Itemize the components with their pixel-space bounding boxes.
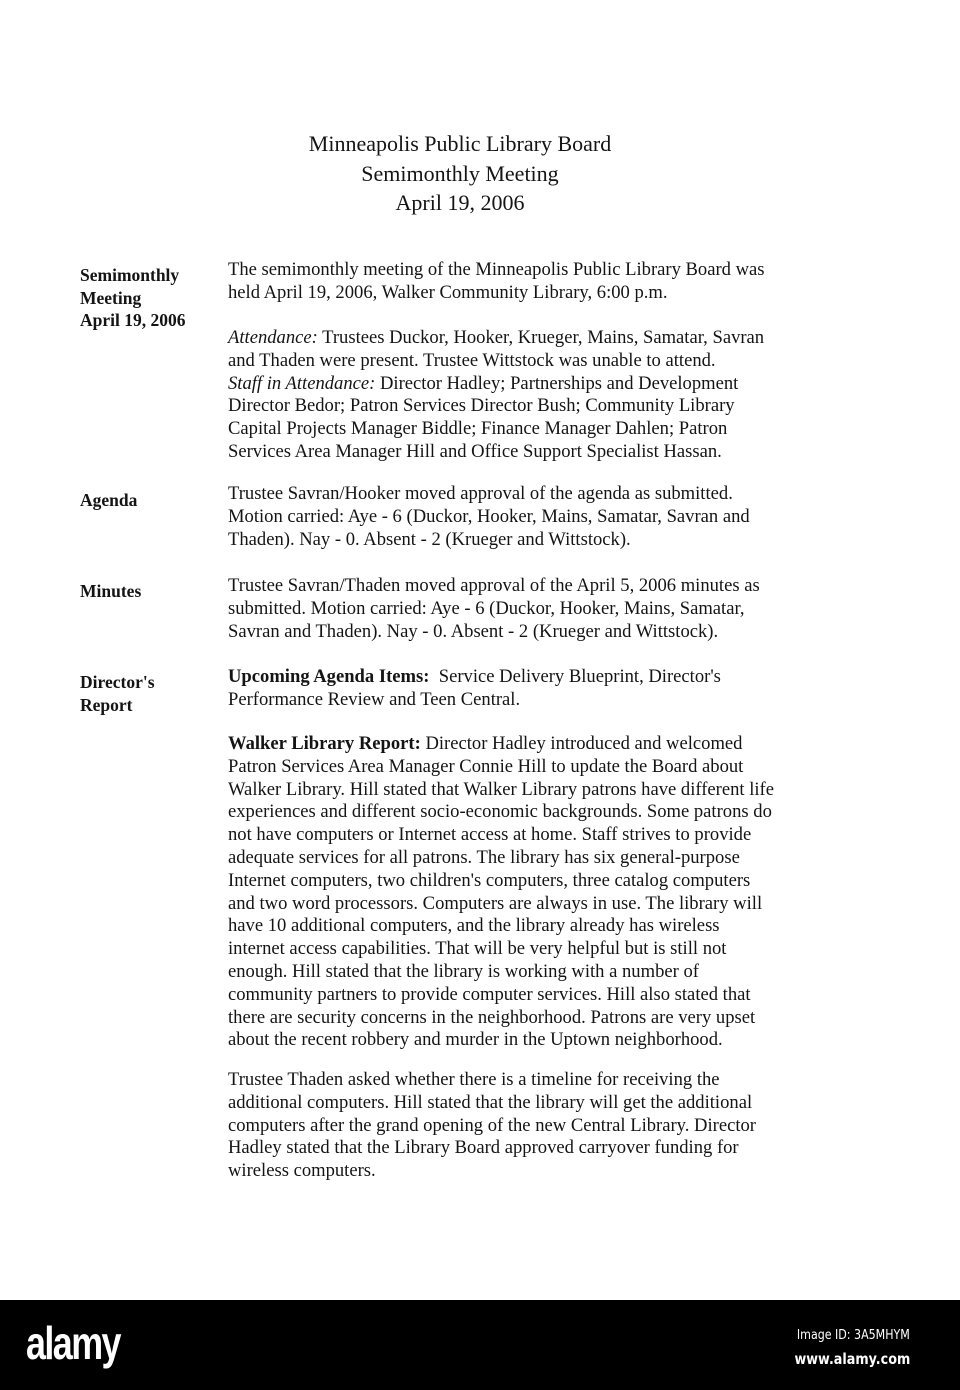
text-line: Hadley stated that the Library Board approved carryover funding for bbox=[228, 1137, 739, 1159]
section-label-meeting bbox=[80, 264, 186, 332]
text-line: submitted. Motion carried: Aye - 6 (Duckor, Hooker, Mains, Samatar, bbox=[228, 597, 745, 619]
text-line: Savran and Thaden). Nay - 0. Absent - 2 (Krueger and Wittstock). bbox=[228, 620, 719, 642]
paragraph bbox=[228, 483, 750, 551]
paragraph bbox=[228, 1069, 756, 1183]
line-text: Director Hadley; Partnerships and Development bbox=[375, 372, 739, 394]
section-label-agenda bbox=[80, 489, 137, 512]
text-line: Capital Projects Manager Biddle; Finance Manager Dahlen; Patron bbox=[228, 418, 728, 440]
line-text: Director Hadley introduced and welcomed bbox=[420, 733, 743, 754]
text-line bbox=[228, 733, 774, 756]
label-line: April 19, 2006 bbox=[80, 310, 186, 330]
text-line: Patron Services Area Manager Connie Hill to update the Board about bbox=[228, 755, 744, 777]
label-line: Semimonthly bbox=[80, 265, 180, 285]
label-line: Meeting bbox=[80, 287, 142, 308]
text-line: The semimonthly meeting of the Minneapolis Public Library Board was bbox=[228, 259, 765, 280]
text-line: internet access capabilities. That will be very helpful but is still not bbox=[228, 938, 727, 960]
title-line: Minneapolis Public Library Board bbox=[308, 131, 612, 156]
paragraph bbox=[228, 733, 774, 1052]
text-line: Trustee Savran/Thaden moved approval of the April 5, 2006 minutes as bbox=[228, 575, 760, 596]
text-line: and Thaden were present. Trustee Wittstock was unable to attend. bbox=[228, 349, 716, 371]
text-line: community partners to provide computer services. Hill also stated that bbox=[228, 983, 751, 1005]
text-line: adequate services for all patrons. The library has six general-purpose bbox=[228, 846, 740, 868]
label-line: Director's bbox=[80, 672, 155, 692]
label-line: Minutes bbox=[80, 581, 142, 601]
paragraph bbox=[228, 666, 721, 712]
text-line: experiences and different socio-economic backgrounds. Some patrons do bbox=[228, 801, 772, 823]
text-line bbox=[228, 373, 764, 396]
text-line: Walker Library. Hill stated that Walker Library patrons have different life bbox=[228, 778, 774, 800]
text-line: computers after the grand opening of the new Central Library. Director bbox=[228, 1114, 756, 1136]
text-line: Services Area Manager Hill and Office Support Specialist Hassan. bbox=[228, 440, 722, 462]
paragraph bbox=[228, 575, 760, 643]
paragraph bbox=[228, 327, 764, 464]
image-id: Image ID: 3A5MHYM bbox=[797, 1328, 910, 1343]
watermark-url: www.alamy.com bbox=[794, 1350, 910, 1368]
section-label-directors-report bbox=[80, 671, 155, 716]
text-line bbox=[228, 327, 764, 350]
text-line: held April 19, 2006, Walker Community Library, 6:00 p.m. bbox=[228, 281, 668, 303]
text-line: and two word processors. Computers are always in use. The library will bbox=[228, 892, 763, 914]
watermark-bar bbox=[0, 1300, 960, 1390]
lead-in: Upcoming Agenda Items: bbox=[228, 666, 430, 687]
document-title bbox=[0, 129, 920, 218]
text-line: Internet computers, two children's computers, three catalog computers bbox=[228, 869, 751, 891]
line-text: Service Delivery Blueprint, Director's bbox=[429, 666, 721, 687]
text-line: about the recent robbery and murder in the Uptown neighborhood. bbox=[228, 1029, 723, 1051]
text-line: Trustee Thaden asked whether there is a timeline for receiving the bbox=[228, 1069, 720, 1090]
section-label-minutes bbox=[80, 580, 141, 603]
title-line: April 19, 2006 bbox=[395, 190, 525, 215]
text-line: Director Bedor; Patron Services Director Bush; Community Library bbox=[228, 395, 735, 417]
text-line: wireless computers. bbox=[228, 1160, 376, 1182]
text-line: there are security concerns in the neighborhood. Patrons are very upset bbox=[228, 1006, 756, 1028]
text-line bbox=[228, 666, 721, 689]
alamy-logo: alamy bbox=[26, 1317, 120, 1369]
paragraph bbox=[228, 259, 765, 305]
title-line: Semimonthly Meeting bbox=[361, 160, 559, 186]
label-line: Agenda bbox=[80, 490, 138, 510]
text-line: Motion carried: Aye - 6 (Duckor, Hooker, Mains, Samatar, Savran and bbox=[228, 505, 750, 527]
text-line: Thaden). Nay - 0. Absent - 2 (Krueger and Wittstock). bbox=[228, 528, 631, 550]
label-line: Report bbox=[80, 694, 133, 715]
text-line: Performance Review and Teen Central. bbox=[228, 688, 521, 710]
lead-in: Walker Library Report: bbox=[228, 733, 421, 754]
text-line: Trustee Savran/Hooker moved approval of the agenda as submitted. bbox=[228, 483, 733, 504]
text-line: have 10 additional computers, and the library already has wireless bbox=[228, 915, 720, 937]
line-text: Trustees Duckor, Hooker, Krueger, Mains, Samatar, Savran bbox=[317, 327, 765, 348]
text-line: enough. Hill stated that the library is working with a number of bbox=[228, 960, 699, 982]
text-line: not have computers or Internet access at home. Staff strives to provide bbox=[228, 824, 752, 846]
text-line: additional computers. Hill stated that the library will get the additional bbox=[228, 1091, 753, 1113]
lead-in: Staff in Attendance: bbox=[228, 372, 376, 394]
lead-in: Attendance: bbox=[228, 327, 318, 348]
